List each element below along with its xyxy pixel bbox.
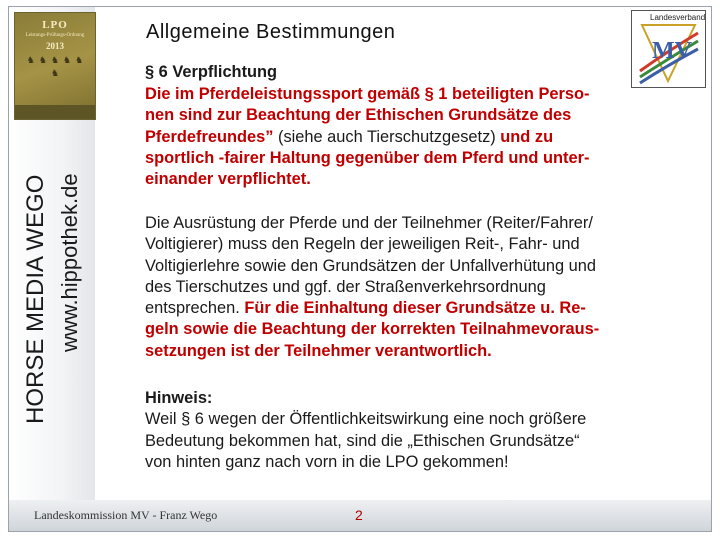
para2-line: Die Ausrüstung der Pferde und der Teilnehmer (Reiter/Fahrer/ (145, 214, 593, 232)
mv-logo-label: Landesverband (650, 13, 706, 22)
section-heading: § 6 Verpflichtung (145, 63, 278, 81)
lpo-cover-title: LPO (42, 19, 68, 31)
para1-line: einander verpflichtet. (145, 170, 311, 189)
para1-line: Die im Pferdeleistungssport gemäß § 1 beteiligten Perso- (145, 85, 590, 103)
para1-line: nen sind zur Beachtung der Ethischen Grundsätze des (145, 106, 572, 125)
para2-line: setzungen ist der Teilnehmer verantwortlich. (145, 341, 492, 360)
lpo-cover-subtitle: Leistungs-Prüfungs-Ordnung (25, 33, 85, 38)
hint-label: Hinweis: (145, 389, 213, 407)
para2-line: Voltigierer) muss den Regeln der jeweiligen Reit-, Fahr- und (145, 235, 580, 254)
page-number: 2 (355, 507, 363, 523)
para2-line: des Tierschutzes und ggf. der Straßenverkehrsordnung (145, 277, 546, 296)
lpo-book-cover-image (14, 12, 96, 120)
para2-text: entsprechen. (145, 299, 245, 318)
horse-silhouettes-icon: ♞ ♞ ♞ ♞ ♞ ♞ (26, 55, 84, 78)
hint-line: Weil § 6 wegen der Öffentlichkeitswirkung eine noch größere (145, 410, 587, 429)
para1-line (145, 127, 703, 148)
paragraph-equipment (145, 213, 703, 362)
para2-line: geln sowie die Beachtung der korrekten Teilnahmevoraus- (145, 320, 600, 339)
hint-line: Bedeutung bekommen hat, sind die „Ethischen Grundsätze“ (145, 431, 580, 450)
para1-text: Pferdefreundes” (145, 127, 274, 146)
mv-logo-letters: MV (652, 38, 692, 64)
hint-block (145, 388, 703, 473)
para2-line (145, 298, 703, 319)
para1-text: und zu (495, 127, 554, 146)
page-title: Allgemeine Bestimmungen (146, 21, 396, 43)
para2-text: Für die Einhaltung dieser Grundsätze u. Re- (244, 299, 586, 318)
footer-author: Landeskommission MV - Franz Wego (34, 508, 218, 522)
hint-line: von hinten ganz nach vorn in die LPO gekommen! (145, 452, 509, 471)
para1-text: (siehe auch Tierschutzgesetz) (273, 127, 496, 146)
lpo-cover-band (15, 105, 95, 119)
side-url-text: www.hippothek.de (57, 173, 82, 352)
paragraph-obligation (145, 84, 703, 190)
para1-line: sportlich -fairer Haltung gegenüber dem Pferd und unter- (145, 148, 590, 167)
para2-line: Voltigierlehre sowie den Grundsätzen der Unfallverhütung und (145, 256, 597, 275)
lpo-cover-year: 2013 (46, 41, 64, 51)
side-brand-text: HORSE MEDIA WEGO (22, 174, 49, 424)
